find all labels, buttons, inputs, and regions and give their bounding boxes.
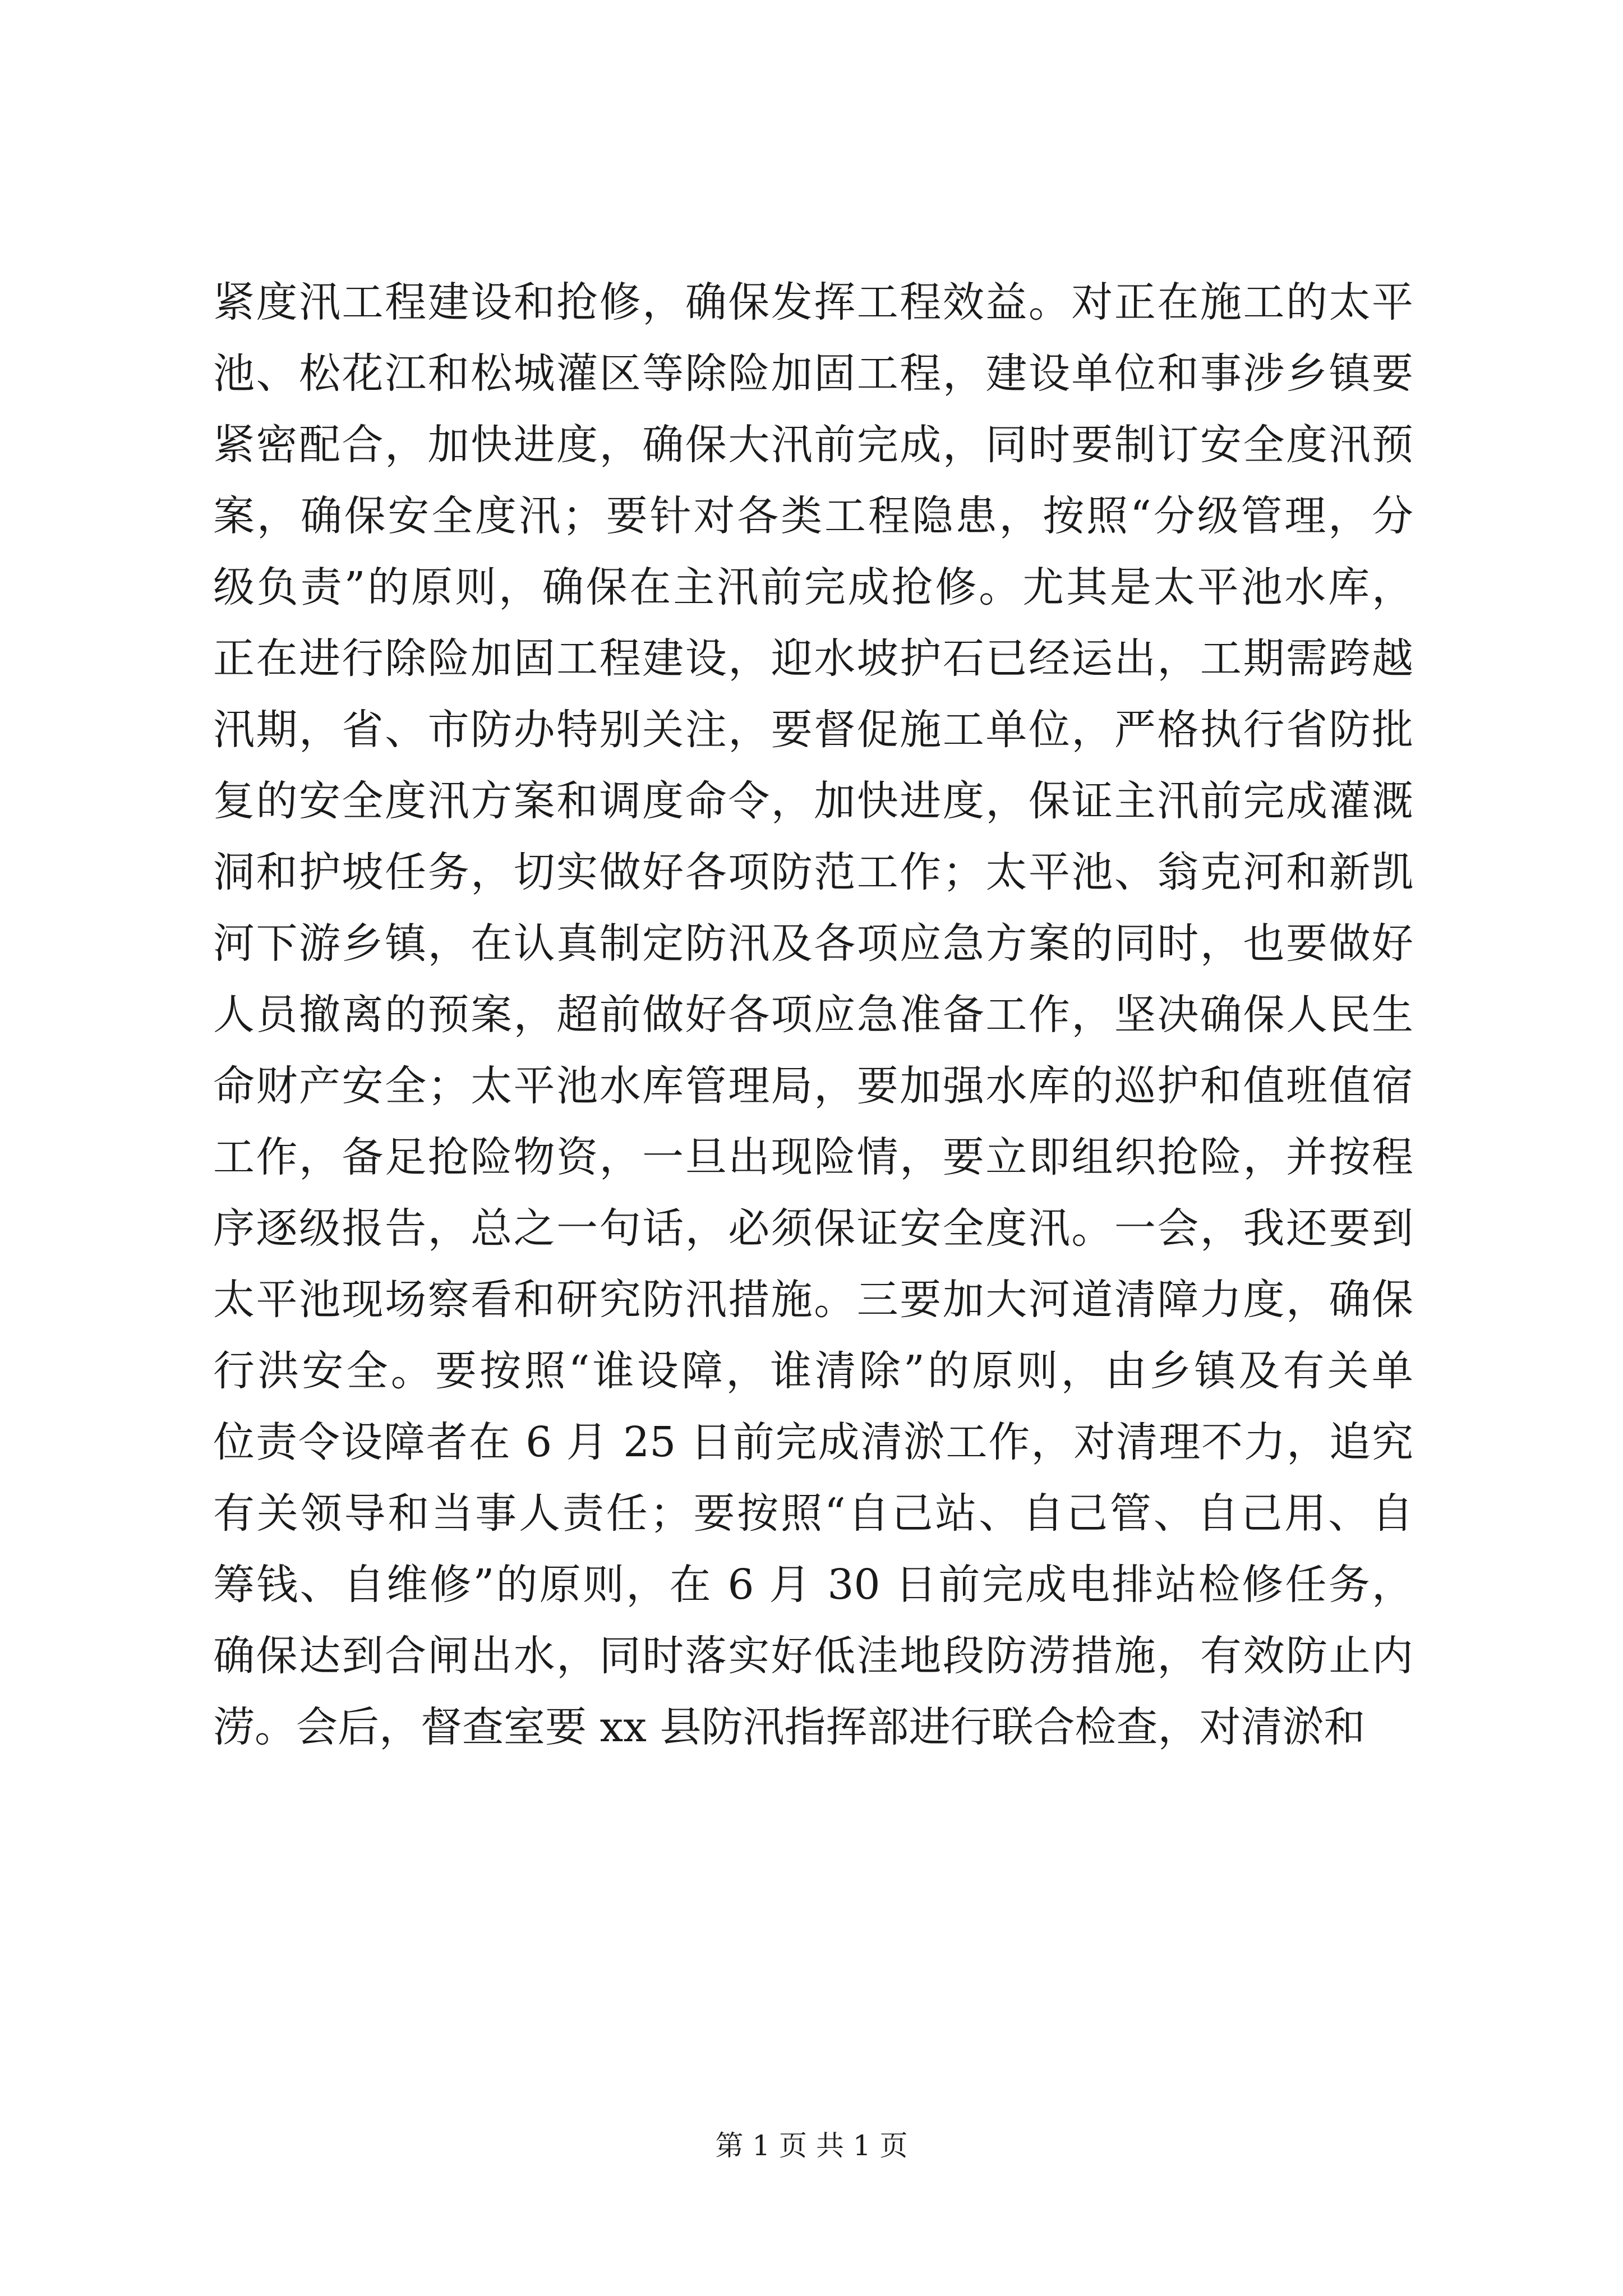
text-line: 命财产安全；太平池水库管理局，要加强水库的巡护和值班值宿 <box>213 1062 1413 1110</box>
text-line: 序逐级报告，总之一句话，必须保证安全度汛。一会，我还要到 <box>213 1204 1413 1253</box>
page-number-label: 第 1 页 共 1 页 <box>715 2129 908 2162</box>
text-line: 洞和护坡任务，切实做好各项防范工作；太平池、翁克河和新凯 <box>213 848 1413 896</box>
text-line: 涝。会后，督查室要 xx 县防汛指挥部进行联合检查，对清淤和 <box>213 1703 1366 1751</box>
text-line: 人员撤离的预案，超前做好各项应急准备工作，坚决确保人民生 <box>213 991 1413 1039</box>
text-line: 紧度汛工程建设和抢修，确保发挥工程效益。对正在施工的太平 <box>213 278 1413 326</box>
text-line: 紧密配合，加快进度，确保大汛前完成，同时要制订安全度汛预 <box>213 421 1413 469</box>
document-body <box>213 267 1413 1763</box>
text-line: 汛期，省、市防办特别关注，要督促施工单位，严格执行省防批 <box>213 706 1413 754</box>
text-line: 位责令设障者在 6 月 25 日前完成清淤工作，对清理不力，追究 <box>213 1418 1413 1466</box>
page-footer <box>0 2129 1623 2162</box>
text-line: 正在进行除险加固工程建设，迎水坡护石已经运出，工期需跨越 <box>213 634 1413 683</box>
text-line: 级负责”的原则，确保在主汛前完成抢修。尤其是太平池水库， <box>213 563 1413 611</box>
text-line: 行洪安全。要按照“谁设障，谁清除”的原则，由乡镇及有关单 <box>213 1347 1413 1395</box>
text-line: 筹钱、自维修”的原则，在 6 月 30 日前完成电排站检修任务， <box>213 1561 1413 1609</box>
text-line: 工作，备足抢险物资，一旦出现险情，要立即组织抢险，并按程 <box>213 1133 1413 1181</box>
text-line: 池、松花江和松城灌区等除险加固工程，建设单位和事涉乡镇要 <box>213 349 1413 398</box>
text-line: 案，确保安全度汛；要针对各类工程隐患，按照“分级管理，分 <box>213 492 1413 540</box>
text-line: 复的安全度汛方案和调度命令，加快进度，保证主汛前完成灌溉 <box>213 777 1413 825</box>
text-line: 河下游乡镇，在认真制定防汛及各项应急方案的同时，也要做好 <box>213 919 1413 968</box>
text-line: 太平池现场察看和研究防汛措施。三要加大河道清障力度，确保 <box>213 1276 1413 1324</box>
text-line: 确保达到合闸出水，同时落实好低洼地段防涝措施，有效防止内 <box>213 1632 1413 1680</box>
text-line: 有关领导和当事人责任；要按照“自己站、自己管、自己用、自 <box>213 1489 1413 1538</box>
